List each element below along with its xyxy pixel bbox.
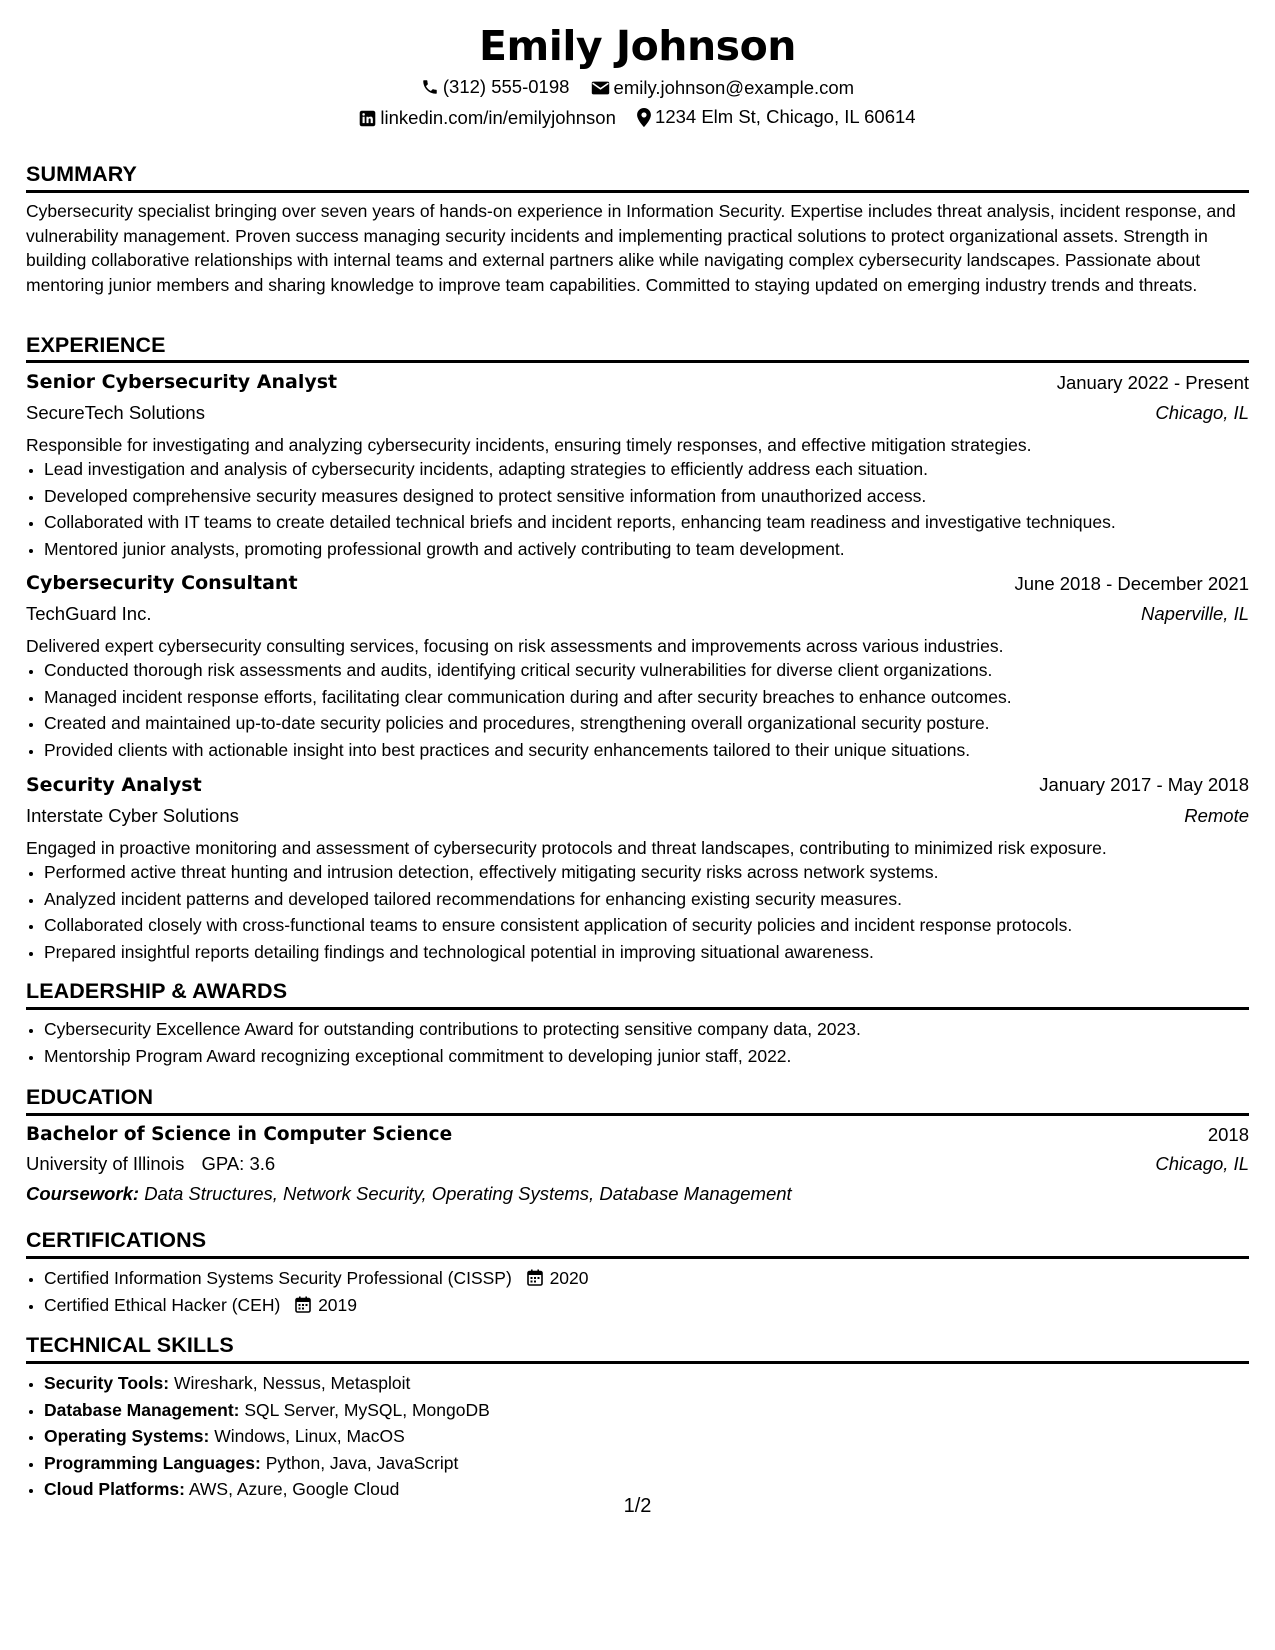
awards-list [26, 1016, 1249, 1069]
school-line [26, 1153, 275, 1175]
candidate-name: Emily Johnson [479, 22, 796, 70]
address-text: 1234 Elm St, Chicago, IL 60614 [655, 106, 916, 127]
list-item [44, 1450, 1249, 1477]
skills-list [26, 1370, 1249, 1503]
list-item: • Provided clients with actionable insight into best practices and security enhancements tailored to their unique situations. [44, 737, 1249, 764]
job-description: Responsible for investigating and analyzing cybersecurity incidents, ensuring timely responses, and effective mitigation strategies. [26, 435, 1032, 455]
section-divider [26, 1007, 1249, 1010]
page-number: 1/2 [623, 1495, 652, 1517]
list-item [44, 1370, 1249, 1397]
section-divider [26, 190, 1249, 193]
skill-label: Programming Languages: [44, 1452, 261, 1473]
email-text: emily.johnson@example.com [613, 77, 855, 98]
phone-icon [421, 78, 439, 96]
skill-value: Wireshark, Nessus, Metasploit [174, 1373, 411, 1393]
school-name: University of Illinois [26, 1153, 185, 1174]
list-item [44, 1292, 1249, 1319]
job-title: Security Analyst [26, 774, 202, 796]
experience-heading: EXPERIENCE [26, 333, 166, 357]
coursework-text: Data Structures, Network Security, Operating Systems, Database Management [144, 1183, 792, 1204]
section-divider [26, 360, 1249, 363]
list-item: • Mentorship Program Award recognizing exceptional commitment to developing junior staff, 2022. [44, 1043, 1249, 1070]
list-item: • Managed incident response efforts, facilitating clear communication during and after security breaches to enhance outcomes. [44, 684, 1249, 711]
map-pin-icon [637, 108, 651, 127]
envelope-icon [591, 80, 610, 96]
job-bullets [26, 859, 1249, 965]
list-item: • Performed active threat hunting and intrusion detection, effectively mitigating security risks across network systems. [44, 859, 1249, 886]
degree-title: Bachelor of Science in Computer Science [26, 1124, 453, 1145]
job-location: Chicago, IL [1155, 402, 1249, 423]
summary-text: Cybersecurity specialist bringing over seven years of hands-on experience in Information Security. Expertise includes threat analysis, incident response, and vulnerability management. Proven success managing security incidents and implementing practical solutions to protect organizational assets. Strength in building collaborative relationships with internal teams and external partners alike while navigating complex cybersecurity landscapes. Passionate about mentoring junior members and sharing knowledge to improve team capabilities. Committed to staying updated on emerging industry trends and threats. [26, 201, 1236, 295]
skills-heading: TECHNICAL SKILLS [26, 1333, 234, 1357]
list-item [44, 1397, 1249, 1424]
job-dates: June 2018 - December 2021 [1014, 573, 1249, 594]
company-name: TechGuard Inc. [26, 603, 152, 624]
job-title: Senior Cybersecurity Analyst [26, 371, 338, 393]
job-dates: January 2022 - Present [1056, 372, 1249, 393]
skill-label: Security Tools: [44, 1373, 170, 1393]
calendar-icon [295, 1296, 311, 1313]
address-contact [637, 106, 916, 128]
section-divider [26, 1113, 1249, 1116]
company-name: Interstate Cyber Solutions [26, 805, 239, 826]
list-item [44, 1265, 1249, 1292]
school-location: Chicago, IL [1155, 1153, 1249, 1174]
company-name: SecureTech Solutions [26, 402, 205, 423]
job-bullets [26, 456, 1249, 562]
gpa: GPA: 3.6 [201, 1153, 276, 1174]
list-item: • Cybersecurity Excellence Award for outstanding contributions to protecting sensitive company data, 2023. [44, 1016, 1249, 1043]
certification-name: Certified Ethical Hacker (CEH) [44, 1294, 281, 1315]
skill-label: Operating Systems: [44, 1426, 210, 1446]
list-item: • Mentored junior analysts, promoting professional growth and actively contributing to team development. [44, 536, 1249, 563]
phone-text: (312) 555-0198 [442, 76, 570, 97]
section-divider [26, 1361, 1249, 1364]
skill-value: AWS, Azure, Google Cloud [188, 1479, 400, 1499]
contact-line-2 [26, 106, 1249, 132]
section-divider [26, 1256, 1249, 1259]
list-item: • Lead investigation and analysis of cybersecurity incidents, adapting strategies to efficiently address each situation. [44, 456, 1249, 483]
certification-year: 2020 [549, 1268, 589, 1288]
awards-heading: LEADERSHIP & AWARDS [26, 979, 288, 1003]
linkedin-icon [359, 110, 376, 127]
coursework-label: Coursework: [26, 1183, 140, 1204]
coursework-line [26, 1183, 792, 1205]
summary-heading: SUMMARY [26, 162, 137, 186]
certification-name: Certified Information Systems Security Professional (CISSP) [44, 1268, 512, 1288]
education-heading: EDUCATION [26, 1085, 154, 1109]
certification-year: 2019 [318, 1294, 357, 1315]
list-item: • Created and maintained up-to-date security policies and procedures, strengthening overall organizational security posture. [44, 710, 1249, 737]
skill-value: Windows, Linux, MacOS [214, 1426, 405, 1446]
skill-label: Cloud Platforms: [44, 1479, 185, 1499]
phone-contact [421, 76, 570, 98]
list-item: • Prepared insightful reports detailing findings and technological potential in improving situational awareness. [44, 939, 1249, 966]
list-item [44, 1423, 1249, 1450]
job-description: Delivered expert cybersecurity consulting services, focusing on risk assessments and improvements across various industries. [26, 636, 1004, 656]
calendar-icon [527, 1269, 543, 1286]
linkedin-text: linkedin.com/in/emilyjohnson [380, 107, 616, 128]
job-title: Cybersecurity Consultant [26, 572, 298, 594]
certifications-heading: CERTIFICATIONS [26, 1228, 207, 1252]
certifications-list [26, 1265, 1249, 1318]
linkedin-contact[interactable] [359, 107, 615, 129]
job-location: Remote [1184, 805, 1249, 826]
job-bullets [26, 657, 1249, 763]
skill-value: SQL Server, MySQL, MongoDB [244, 1399, 490, 1420]
graduation-year: 2018 [1207, 1124, 1249, 1145]
contact-line-1 [26, 76, 1249, 101]
job-description: Engaged in proactive monitoring and assessment of cybersecurity protocols and threat landscapes, contributing to minimized risk exposure. [26, 838, 1107, 858]
skill-label: Database Management: [44, 1399, 240, 1420]
email-contact[interactable] [591, 77, 855, 99]
list-item: • Analyzed incident patterns and developed tailored recommendations for enhancing existing security measures. [44, 886, 1249, 913]
skill-value: Python, Java, JavaScript [265, 1452, 459, 1473]
list-item: • Collaborated with IT teams to create detailed technical briefs and incident reports, enhancing team readiness and investigative techniques. [44, 509, 1249, 536]
list-item: • Collaborated closely with cross-functional teams to ensure consistent application of security policies and incident response protocols. [44, 912, 1249, 939]
list-item: • Developed comprehensive security measures designed to protect sensitive information from unauthorized access. [44, 483, 1249, 510]
job-dates: January 2017 - May 2018 [1039, 774, 1249, 795]
job-location: Naperville, IL [1141, 603, 1249, 624]
list-item: • Conducted thorough risk assessments and audits, identifying critical security vulnerabilities for diverse client organizations. [44, 657, 1249, 684]
